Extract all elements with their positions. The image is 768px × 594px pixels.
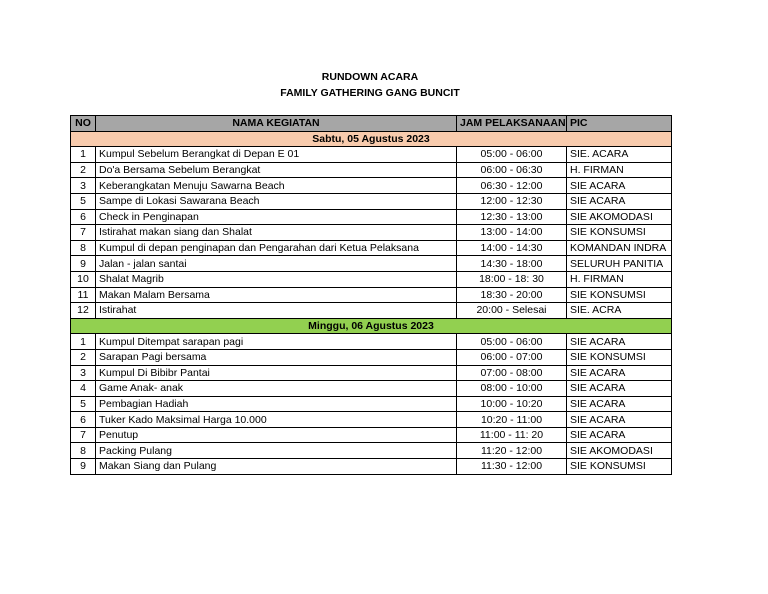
cell-no: 4 <box>71 381 96 397</box>
cell-nama-kegiatan: Kumpul di depan penginapan dan Pengarahan dari Ketua Pelaksana <box>96 240 457 256</box>
cell-pic: SIE AKOMODASI <box>567 209 672 225</box>
cell-pic: H. FIRMAN <box>567 162 672 178</box>
cell-jam-pelaksanaan: 07:00 - 08:00 <box>457 365 567 381</box>
cell-no: 11 <box>71 287 96 303</box>
cell-pic: H. FIRMAN <box>567 271 672 287</box>
cell-nama-kegiatan: Penutup <box>96 427 457 443</box>
cell-nama-kegiatan: Sampe di Lokasi Sawarana Beach <box>96 193 457 209</box>
cell-jam-pelaksanaan: 14:00 - 14:30 <box>457 240 567 256</box>
cell-no: 9 <box>71 459 96 475</box>
cell-pic: SIE ACARA <box>567 334 672 350</box>
cell-nama-kegiatan: Istirahat <box>96 303 457 319</box>
cell-pic: SIE KONSUMSI <box>567 287 672 303</box>
table-row <box>71 443 672 459</box>
cell-no: 1 <box>71 147 96 163</box>
cell-pic: SIE ACARA <box>567 427 672 443</box>
cell-no: 5 <box>71 193 96 209</box>
cell-jam-pelaksanaan: 12:00 - 12:30 <box>457 193 567 209</box>
rundown-table <box>70 115 672 475</box>
table-row <box>71 178 672 194</box>
cell-pic: SIE ACARA <box>567 381 672 397</box>
cell-no: 7 <box>71 427 96 443</box>
cell-jam-pelaksanaan: 20:00 - Selesai <box>457 303 567 319</box>
cell-pic: SIE. ACARA <box>567 147 672 163</box>
cell-nama-kegiatan: Keberangkatan Menuju Sawarna Beach <box>96 178 457 194</box>
table-row <box>71 412 672 428</box>
table-row <box>71 303 672 319</box>
cell-nama-kegiatan: Makan Siang dan Pulang <box>96 459 457 475</box>
cell-no: 9 <box>71 256 96 272</box>
cell-jam-pelaksanaan: 06:00 - 06:30 <box>457 162 567 178</box>
header-jam-pelaksanaan: JAM PELAKSANAAN <box>457 116 567 132</box>
table-row <box>71 240 672 256</box>
cell-no: 2 <box>71 162 96 178</box>
document-subtitle: FAMILY GATHERING GANG BUNCIT <box>280 87 460 99</box>
day-label: Minggu, 06 Agustus 2023 <box>71 318 672 334</box>
cell-nama-kegiatan: Packing Pulang <box>96 443 457 459</box>
cell-nama-kegiatan: Jalan - jalan santai <box>96 256 457 272</box>
table-row <box>71 396 672 412</box>
cell-no: 6 <box>71 209 96 225</box>
cell-pic: SIE ACARA <box>567 178 672 194</box>
cell-nama-kegiatan: Game Anak- anak <box>96 381 457 397</box>
cell-pic: SIE KONSUMSI <box>567 459 672 475</box>
header-pic: PIC <box>567 116 672 132</box>
table-row <box>71 193 672 209</box>
day-section-row <box>71 318 672 334</box>
cell-no: 5 <box>71 396 96 412</box>
cell-pic: SIE ACARA <box>567 193 672 209</box>
cell-jam-pelaksanaan: 06:00 - 07:00 <box>457 349 567 365</box>
cell-no: 7 <box>71 225 96 241</box>
header-nama-kegiatan: NAMA KEGIATAN <box>96 116 457 132</box>
cell-no: 12 <box>71 303 96 319</box>
cell-jam-pelaksanaan: 18:00 - 18: 30 <box>457 271 567 287</box>
cell-jam-pelaksanaan: 06:30 - 12:00 <box>457 178 567 194</box>
cell-pic: SIE KONSUMSI <box>567 225 672 241</box>
cell-no: 8 <box>71 443 96 459</box>
cell-jam-pelaksanaan: 08:00 - 10:00 <box>457 381 567 397</box>
cell-nama-kegiatan: Check in Penginapan <box>96 209 457 225</box>
cell-pic: SIE ACARA <box>567 412 672 428</box>
cell-jam-pelaksanaan: 10:00 - 10:20 <box>457 396 567 412</box>
cell-no: 6 <box>71 412 96 428</box>
day-label: Sabtu, 05 Agustus 2023 <box>71 131 672 147</box>
table-row <box>71 256 672 272</box>
cell-nama-kegiatan: Shalat Magrib <box>96 271 457 287</box>
cell-jam-pelaksanaan: 12:30 - 13:00 <box>457 209 567 225</box>
cell-nama-kegiatan: Pembagian Hadiah <box>96 396 457 412</box>
table-row <box>71 147 672 163</box>
cell-jam-pelaksanaan: 10:20 - 11:00 <box>457 412 567 428</box>
cell-nama-kegiatan: Kumpul Ditempat sarapan pagi <box>96 334 457 350</box>
cell-no: 2 <box>71 349 96 365</box>
cell-pic: SIE AKOMODASI <box>567 443 672 459</box>
table-row <box>71 162 672 178</box>
cell-pic: KOMANDAN INDRA <box>567 240 672 256</box>
table-row <box>71 334 672 350</box>
cell-jam-pelaksanaan: 11:20 - 12:00 <box>457 443 567 459</box>
cell-no: 8 <box>71 240 96 256</box>
cell-jam-pelaksanaan: 05:00 - 06:00 <box>457 147 567 163</box>
table-row <box>71 459 672 475</box>
table-row <box>71 271 672 287</box>
cell-jam-pelaksanaan: 11:30 - 12:00 <box>457 459 567 475</box>
cell-nama-kegiatan: Kumpul Sebelum Berangkat di Depan E 01 <box>96 147 457 163</box>
table-header-row <box>71 116 672 132</box>
document-title: RUNDOWN ACARA <box>321 71 419 83</box>
cell-jam-pelaksanaan: 11:00 - 11: 20 <box>457 427 567 443</box>
cell-nama-kegiatan: Sarapan Pagi bersama <box>96 349 457 365</box>
cell-nama-kegiatan: Tuker Kado Maksimal Harga 10.000 <box>96 412 457 428</box>
cell-no: 3 <box>71 178 96 194</box>
cell-pic: SIE ACARA <box>567 396 672 412</box>
header-no: NO <box>71 116 96 132</box>
cell-pic: SIE ACARA <box>567 365 672 381</box>
cell-pic: SELURUH PANITIA <box>567 256 672 272</box>
cell-jam-pelaksanaan: 13:00 - 14:00 <box>457 225 567 241</box>
table-row <box>71 287 672 303</box>
cell-nama-kegiatan: Do'a Bersama Sebelum Berangkat <box>96 162 457 178</box>
table-row <box>71 365 672 381</box>
cell-pic: SIE KONSUMSI <box>567 349 672 365</box>
cell-no: 10 <box>71 271 96 287</box>
cell-jam-pelaksanaan: 05:00 - 06:00 <box>457 334 567 350</box>
table-row <box>71 427 672 443</box>
cell-nama-kegiatan: Makan Malam Bersama <box>96 287 457 303</box>
table-row <box>71 209 672 225</box>
cell-no: 1 <box>71 334 96 350</box>
cell-nama-kegiatan: Istirahat makan siang dan Shalat <box>96 225 457 241</box>
table-row <box>71 225 672 241</box>
cell-nama-kegiatan: Kumpul Di Bibibr Pantai <box>96 365 457 381</box>
table-row <box>71 381 672 397</box>
cell-jam-pelaksanaan: 14:30 - 18:00 <box>457 256 567 272</box>
day-section-row <box>71 131 672 147</box>
cell-jam-pelaksanaan: 18:30 - 20:00 <box>457 287 567 303</box>
cell-pic: SIE. ACRA <box>567 303 672 319</box>
table-row <box>71 349 672 365</box>
cell-no: 3 <box>71 365 96 381</box>
